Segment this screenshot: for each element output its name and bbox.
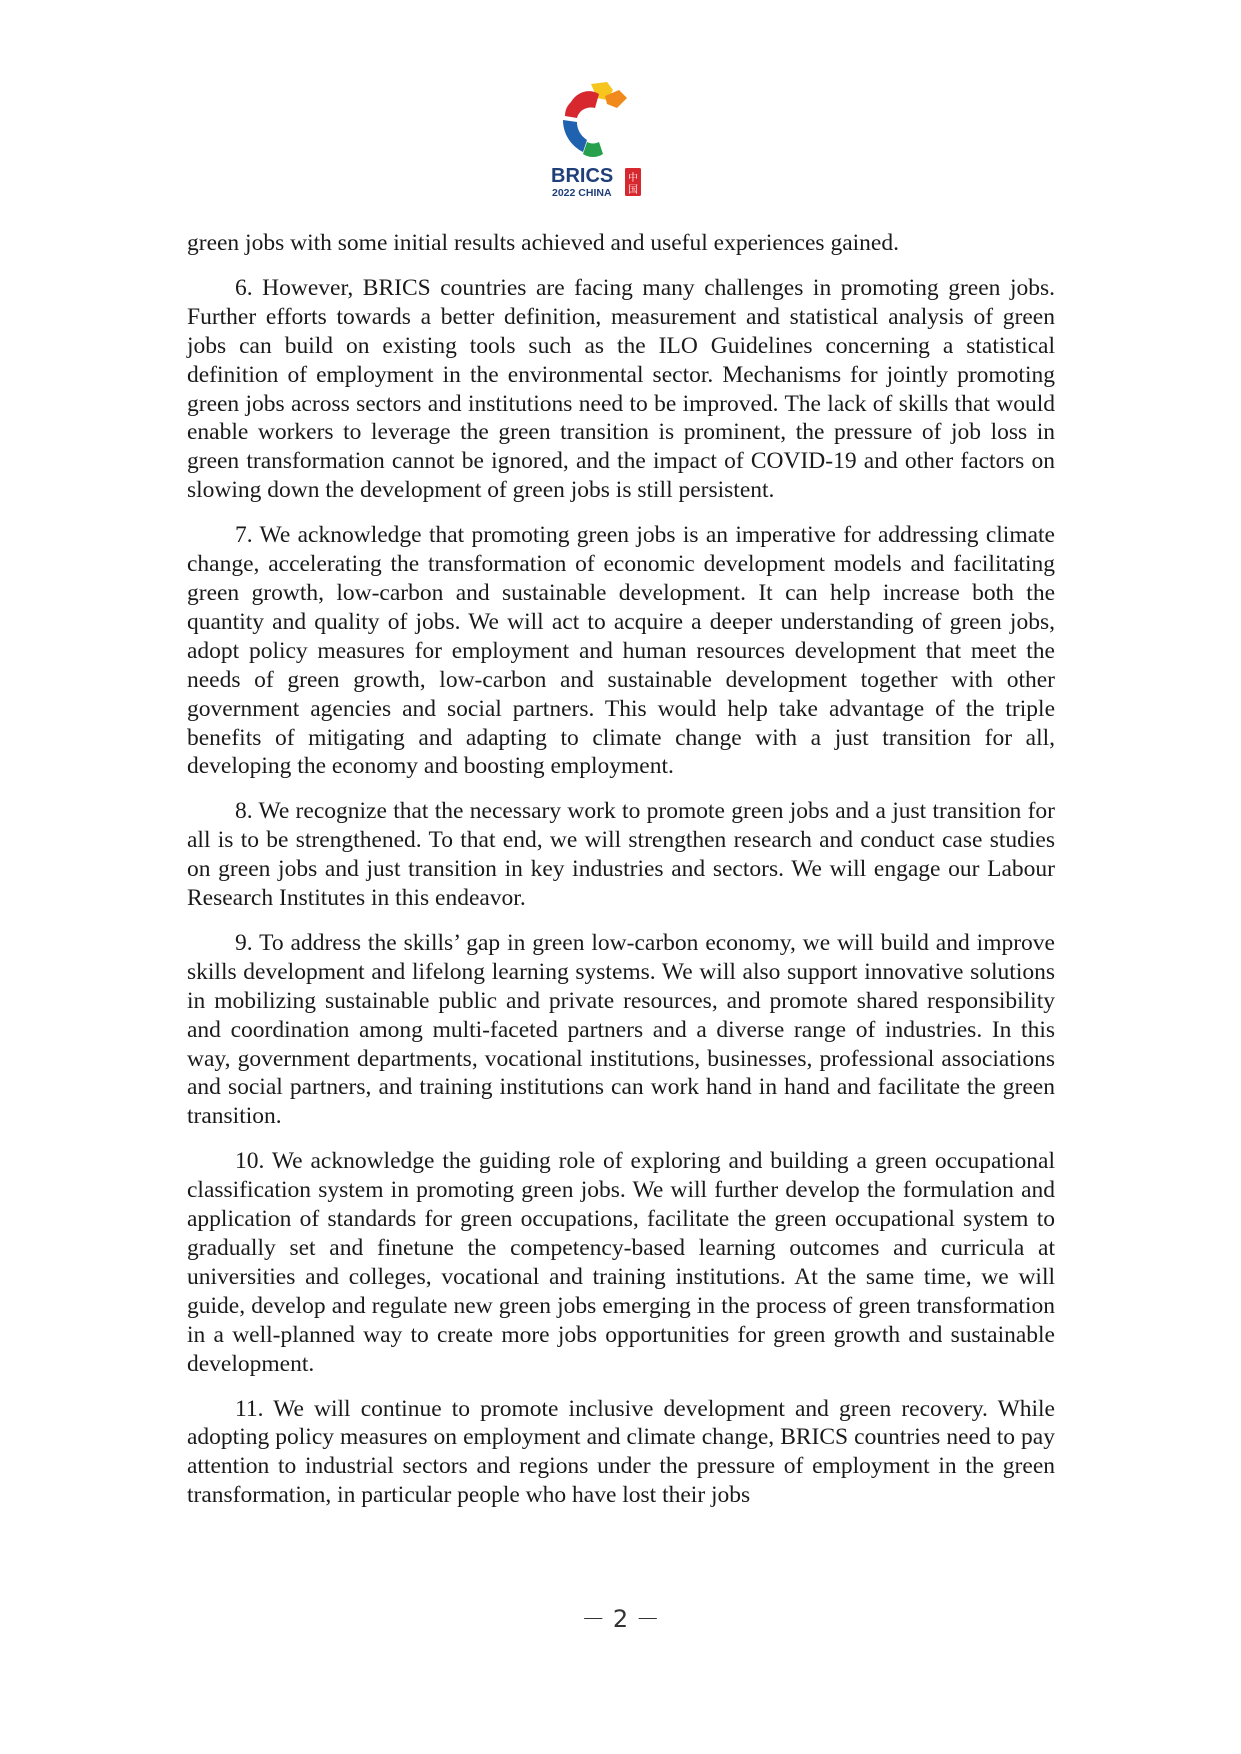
document-body [187,229,1055,1510]
paragraph: 9. To address the skills’ gap in green low-carbon economy, we will build and improve skills development and lifelong learning systems. We will also support innovative solutions in mobilizing sustainable public and private resources, and promote shared responsibility and coordination among multi-faceted partners and a diverse range of industries. In this way, government departments, vocational institutions, businesses, professional associations and social partners, and training institutions can work hand in hand and facilitate the green transition. [187,929,1055,1130]
page-number: － 2 － [581,1605,660,1633]
paragraph: 8. We recognize that the necessary work to promote green jobs and a just transition for all is to be strengthened. To that end, we will strengthen research and conduct case studies on green jobs and just transition in key industries and sectors. We will engage our Labour Research Institutes in this endeavor. [187,798,1055,912]
paragraph: green jobs with some initial results achieved and useful experiences gained. [187,230,899,256]
paragraph: 7. We acknowledge that promoting green jobs is an imperative for addressing climate change, accelerating the transformation of economic development models and facilitating green growth, low-carbon and sustainable development. It can help increase both the quantity and quality of jobs. We will act to acquire a deeper understanding of green jobs, adopt policy measures for employment and human resources development that meet the needs of green growth, low-carbon and sustainable development together with other government agencies and social partners. This would help take advantage of the triple benefits of mitigating and adapting to climate change with a just transition for all, developing the economy and boosting employment. [187,522,1055,780]
logo-seal-char-1: 中 [628,173,638,184]
logo-emblem [563,82,627,157]
paragraph: 11. We will continue to promote inclusive development and green recovery. While adopting policy measures on employment and climate change, BRICS countries need to pay attention to industrial sectors and regions under the pressure of employment in the green transformation, in particular people who have lost their jobs [187,1395,1055,1509]
paragraph: 10. We acknowledge the guiding role of exploring and building a green occupational classification system in promoting green jobs. We will further develop the formulation and application of standards for green occupations, facilitate the green occupational system to gradually set and finetune the competency-based learning outcomes and curricula at universities and colleges, vocational and training institutions. At the same time, we will guide, develop and regulate new green jobs emerging in the process of green transformation in a well-planned way to create more jobs opportunities for green growth and sustainable development. [187,1148,1055,1377]
logo-seal-char-2: 国 [628,185,638,196]
paragraph: 6. However, BRICS countries are facing many challenges in promoting green jobs. Further efforts towards a better definition, measurement and statistical analysis of green jobs can build on existing tools such as the ILO Guidelines concerning a statistical definition of employment in the environmental sector. Mechanisms for jointly promoting green jobs across sectors and institutions need to be improved. The lack of skills that would enable workers to leverage the green transition is prominent, the pressure of job loss in green transformation cannot be ignored, and the impact of COVID-19 and other factors on slowing down the development of green jobs is still persistent. [187,274,1055,504]
brics-2022-china-logo [547,82,647,204]
logo-brics-text: BRICS [551,165,614,187]
logo-year-text: 2022 CHINA [552,187,612,199]
